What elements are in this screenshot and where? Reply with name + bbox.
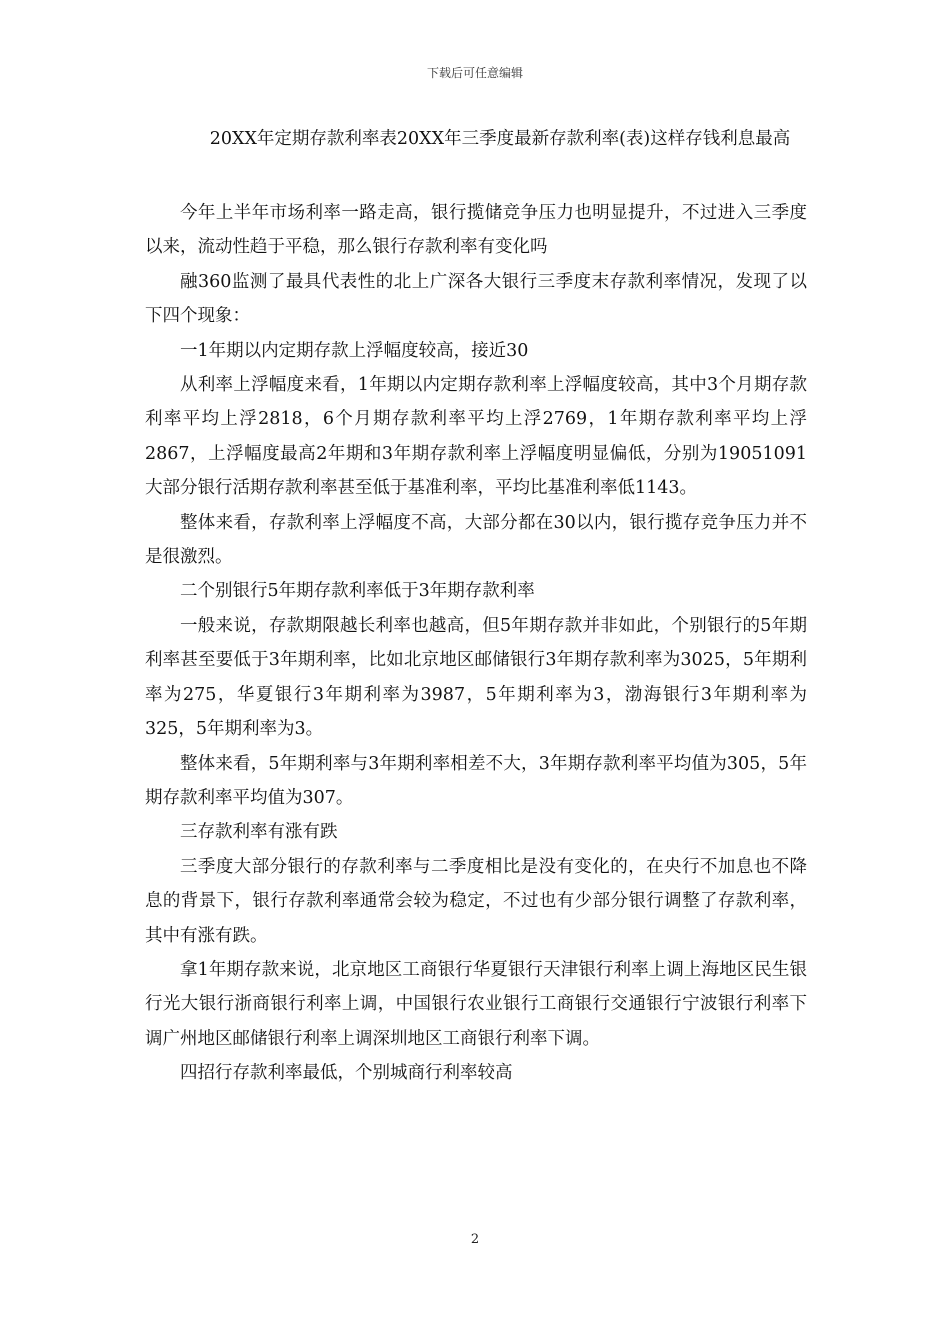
document-title: 20XX年定期存款利率表20XX年三季度最新存款利率(表)这样存钱利息最高 [209, 129, 791, 149]
section-heading: 三存款利率有涨有跌 [180, 822, 338, 843]
document-body [145, 196, 807, 1091]
paragraph: 融360监测了最具代表性的北上广深各大银行三季度末存款利率情况，发现了以下四个现象： [145, 271, 807, 327]
section-heading: 二个别银行5年期存款利率低于3年期存款利率 [180, 581, 535, 602]
paragraph: 三季度大部分银行的存款利率与二季度相比是没有变化的，在央行不加息也不降息的背景下，银行存款利率通常会较为稳定，不过也有少部分银行调整了存款利率，其中有涨有跌。 [145, 856, 807, 946]
paragraph: 从利率上浮幅度来看，1年期以内定期存款利率上浮幅度较高，其中3个月期存款利率平均上浮2818，6个月期存款利率平均上浮2769，1年期存款利率平均上浮2867，上浮幅度最高2年期和3年期存款利率上浮幅度明显偏低，分别为19051091大部分银行活期存款利率甚至低于基准利率，平均比基准利率低1143。 [145, 375, 807, 499]
paragraph: 整体来看，存款利率上浮幅度不高，大部分都在30以内，银行揽存竞争压力并不是很激烈。 [145, 512, 807, 568]
paragraph: 一般来说，存款期限越长利率也越高，但5年期存款并非如此，个别银行的5年期利率甚至要低于3年期利率，比如北京地区邮储银行3年期存款利率为3025，5年期利率为275，华夏银行3年期利率为3987，5年期利率为3，渤海银行3年期利率为325，5年期利率为3。 [145, 615, 807, 740]
section-heading: 一1年期以内定期存款上浮幅度较高，接近30 [180, 340, 529, 361]
paragraph: 今年上半年市场利率一路走高，银行揽储竞争压力也明显提升，不过进入三季度以来，流动性趋于平稳，那么银行存款利率有变化吗 [145, 203, 807, 258]
paragraph: 拿1年期存款来说，北京地区工商银行华夏银行天津银行利率上调上海地区民生银行光大银行浙商银行利率上调，中国银行农业银行工商银行交通银行宁波银行利率下调广州地区邮储银行利率上调深圳地区工商银行利率下调。 [145, 959, 807, 1049]
page-number: 2 [470, 1232, 480, 1247]
paragraph: 整体来看，5年期利率与3年期利率相差不大，3年期存款利率平均值为305，5年期存款利率平均值为307。 [145, 753, 807, 808]
section-heading: 四招行存款利率最低，个别城商行利率较高 [180, 1063, 513, 1084]
page-header: 下载后可任意编辑 [426, 66, 523, 80]
